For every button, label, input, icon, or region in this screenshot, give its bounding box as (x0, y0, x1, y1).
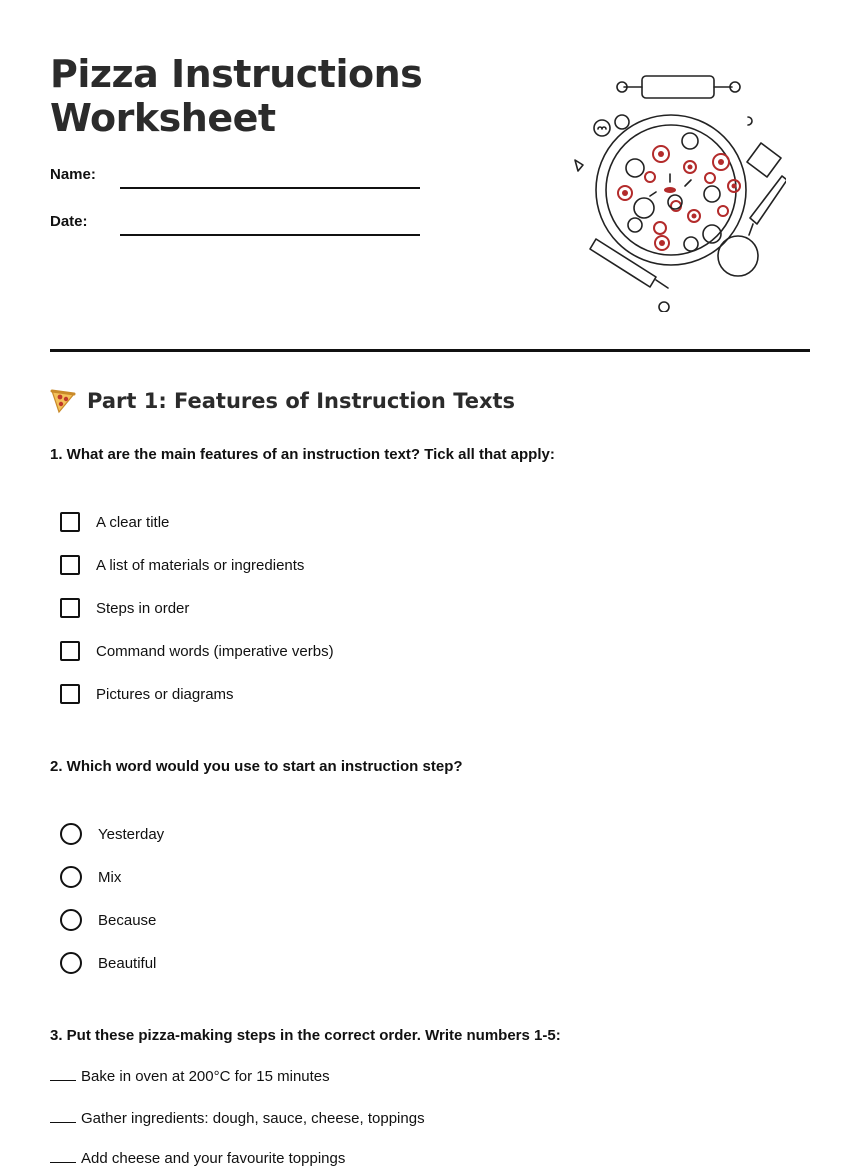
order-step[interactable] (50, 1150, 345, 1167)
option-label: Beautiful (98, 954, 157, 972)
checkbox-option[interactable] (60, 684, 234, 704)
date-label: Date: (50, 213, 88, 230)
pizza-slice-icon (50, 388, 76, 414)
checkbox[interactable] (60, 555, 80, 575)
radio-button[interactable] (60, 952, 82, 974)
checkbox-option[interactable] (60, 598, 189, 618)
part-1-title: Part 1: Features of Instruction Texts (87, 389, 516, 413)
question-2: 2. Which word would you use to start an instruction step? (50, 758, 463, 775)
title-line-1: Pizza Instructions (50, 52, 423, 96)
question-1: 1. What are the main features of an instruction text? Tick all that apply: (50, 446, 555, 463)
order-blank[interactable] (50, 1162, 76, 1163)
checkbox-option[interactable] (60, 641, 334, 661)
option-label: A list of materials or ingredients (96, 556, 305, 574)
checkbox-option[interactable] (60, 555, 304, 575)
radio-option[interactable] (60, 866, 121, 888)
radio-option[interactable] (60, 909, 156, 931)
step-text: Bake in oven at 200°C for 15 minutes (81, 1068, 330, 1085)
step-text: Gather ingredients: dough, sauce, cheese, toppings (81, 1110, 425, 1127)
name-line[interactable] (120, 186, 420, 189)
radio-button[interactable] (60, 909, 82, 931)
option-label: A clear title (96, 513, 170, 531)
step-text: Add cheese and your favourite toppings (81, 1150, 346, 1167)
option-label: Because (98, 911, 157, 929)
order-blank[interactable] (50, 1122, 76, 1123)
radio-button[interactable] (60, 823, 82, 845)
radio-button[interactable] (60, 866, 82, 888)
checkbox[interactable] (60, 641, 80, 661)
radio-option[interactable] (60, 952, 156, 974)
worksheet-header (50, 52, 810, 352)
checkbox[interactable] (60, 684, 80, 704)
pizza-kitchen-illustration-icon (560, 74, 786, 312)
order-blank[interactable] (50, 1080, 76, 1081)
option-label: Steps in order (96, 599, 190, 617)
part-1-heading (50, 388, 515, 414)
name-label: Name: (50, 166, 96, 183)
section-divider (50, 349, 810, 352)
option-label: Mix (98, 868, 122, 886)
date-line[interactable] (120, 233, 420, 236)
radio-option[interactable] (60, 823, 164, 845)
option-label: Yesterday (98, 825, 165, 843)
option-label: Pictures or diagrams (96, 685, 234, 703)
order-step[interactable] (50, 1110, 425, 1127)
name-field[interactable] (50, 166, 420, 183)
option-label: Command words (imperative verbs) (96, 642, 334, 660)
order-step[interactable] (50, 1068, 330, 1085)
date-field[interactable] (50, 213, 420, 230)
checkbox[interactable] (60, 512, 80, 532)
checkbox-option[interactable] (60, 512, 169, 532)
checkbox[interactable] (60, 598, 80, 618)
title-line-2: Worksheet (50, 96, 276, 140)
question-3: 3. Put these pizza-making steps in the correct order. Write numbers 1-5: (50, 1027, 561, 1044)
